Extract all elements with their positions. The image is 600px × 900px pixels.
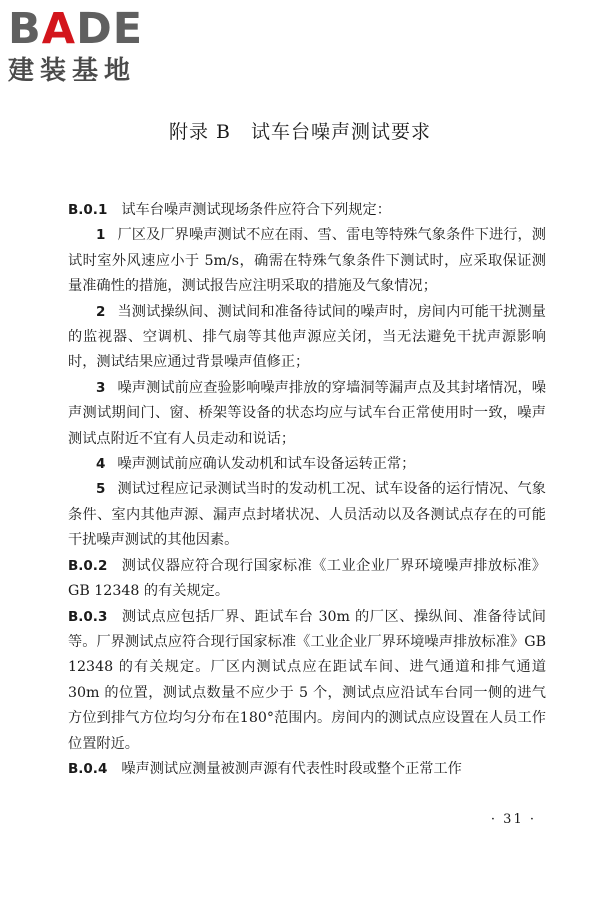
list-item [68, 477, 546, 553]
paragraph-text: 噪声测试前应确认发动机和试车设备运转正常； [117, 456, 416, 473]
page-number: · 31 · [490, 812, 536, 827]
list-item [68, 300, 546, 376]
clause-number: B.0.2 [68, 557, 108, 574]
list-item [68, 376, 546, 452]
paragraph-text: 噪声测试应测量被测声源有代表性时段或整个正常工作 [121, 760, 462, 777]
item-number: 3 [96, 379, 106, 396]
clause-number: B.0.4 [68, 760, 108, 777]
logo-letter-accent: A [41, 4, 77, 54]
paragraph-text: 试车台噪声测试现场条件应符合下列规定： [121, 202, 391, 218]
page-title: 附录 B 试车台噪声测试要求 [168, 121, 431, 143]
item-number: 2 [96, 303, 106, 320]
paragraph-text: 厂区及厂界噪声测试不应在雨、雪、雷电等特殊气象条件下进行，测试时室外风速应小于 5m/s，确需在特殊气象条件下测试时，应采取保证测量准确性的措施，测试报告应注明采取的措施及气象情况； [68, 227, 546, 295]
document-body [68, 198, 546, 782]
clause [68, 554, 546, 605]
item-number: 1 [96, 227, 106, 244]
paragraph-text: 测试仪器应符合现行国家标准《工业企业厂界环境噪声排放标准》GB 12348 的有关规定。 [68, 557, 546, 600]
paragraph-text: 测试过程应记录测试当时的发动机工况、试车设备的运行情况、气象条件、室内其他声源、漏声点封堵状况、人员活动以及各测试点存在的可能干扰噪声测试的其他因素。 [68, 481, 546, 549]
paragraph-text: 当测试操纵间、测试间和准备待试间的噪声时，房间内可能干扰测量的监视器、空调机、排气扇等其他声源应关闭，当无法避免干扰声源影响时，测试结果应通过背景噪声值修正； [68, 303, 546, 371]
list-item [68, 223, 546, 299]
clause [68, 605, 546, 757]
clause-number: B.0.3 [68, 608, 108, 625]
clause-number: B.0.1 [68, 202, 108, 218]
item-number: 5 [96, 481, 106, 498]
clause [68, 198, 546, 223]
logo-letter: B [8, 4, 42, 54]
logo-letters: DE [76, 4, 144, 54]
logo-wordmark [8, 6, 178, 52]
list-item [68, 452, 546, 477]
paragraph-text: 测试点应包括厂界、距试车台 30m 的厂区、操纵间、准备待试间等。厂界测试点应符合现行国家标准《工业企业厂界环境噪声排放标准》GB 12348 的有关规定。厂区内测试点应在距试车间、进气通道和排气通道 30m 的位置，测试点数量不应少于 5 个，测试点应沿试车台同一侧的进气方位到排气方位均匀分布在180°范围内。房间内的测试点应设置在人员工作位置附近。 [68, 608, 546, 752]
logo-subtitle: 建装基地 [8, 56, 137, 86]
clause [68, 757, 546, 782]
logo [8, 6, 178, 86]
paragraph-text: 噪声测试前应查验影响噪声排放的穿墙洞等漏声点及其封堵情况，噪声测试期间门、窗、桥架等设备的状态均应与试车台正常使用时一致，噪声测试点附近不宜有人员走动和说话； [68, 379, 546, 447]
item-number: 4 [96, 456, 106, 473]
